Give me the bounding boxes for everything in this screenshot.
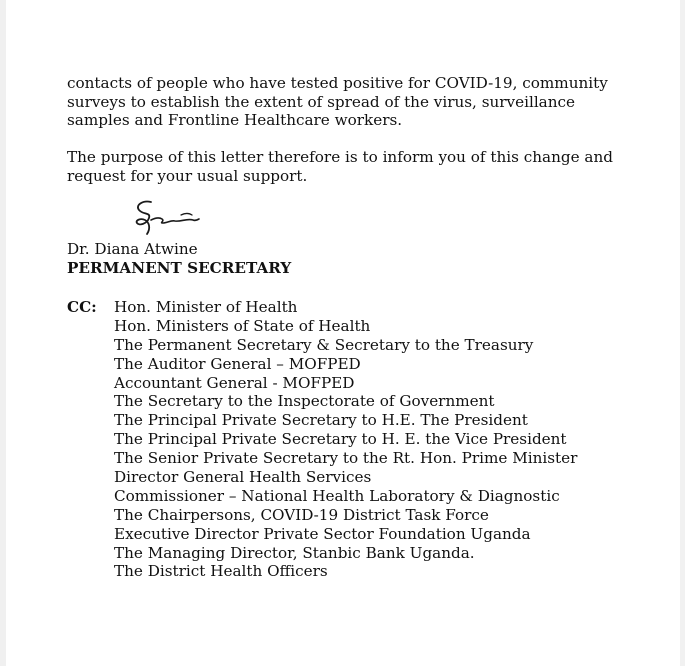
cc-recipient: The Managing Director, Stanbic Bank Uganda.: [114, 543, 475, 562]
signer-name: Dr. Diana Atwine: [67, 240, 198, 258]
handwritten-signature: [129, 196, 209, 240]
cc-recipient: The District Health Officers: [114, 562, 328, 581]
paragraph-purpose: [67, 148, 613, 185]
cc-recipient: The Senior Private Secretary to the Rt. Hon. Prime Minister: [114, 449, 578, 468]
paragraph-line: request for your usual support.: [67, 166, 308, 185]
cc-recipient: The Chairpersons, COVID-19 District Task Force: [114, 505, 489, 524]
cc-recipient: Hon. Ministers of State of Health: [114, 316, 371, 335]
cc-recipient: Accountant General - MOFPED: [114, 373, 355, 392]
cc-recipient: Director General Health Services: [114, 468, 372, 487]
cc-recipient: The Permanent Secretary & Secretary to the Treasury: [114, 335, 534, 354]
paragraph-line: The purpose of this letter therefore is to inform you of this change and: [67, 148, 613, 166]
cc-recipient: The Auditor General – MOFPED: [114, 354, 361, 373]
signer-title: PERMANENT SECRETARY: [67, 259, 292, 277]
page-edge-left: [0, 0, 6, 666]
cc-recipient-list: [114, 298, 577, 581]
cc-recipient: Commissioner – National Health Laboratory & Diagnostic: [114, 486, 560, 505]
paragraph-line: samples and Frontline Healthcare workers.: [67, 111, 403, 130]
page-edge-right: [680, 0, 685, 666]
cc-label: CC:: [67, 298, 97, 316]
cc-recipient: The Principal Private Secretary to H.E. The President: [114, 411, 528, 430]
cc-recipient: Hon. Minister of Health: [114, 298, 298, 316]
paragraph-testing-scope: [67, 74, 608, 130]
cc-recipient: The Principal Private Secretary to H. E. the Vice President: [114, 430, 567, 449]
cc-recipient: Executive Director Private Sector Foundation Uganda: [114, 524, 531, 543]
paragraph-line: contacts of people who have tested positive for COVID-19, community: [67, 74, 608, 92]
cc-recipient: The Secretary to the Inspectorate of Government: [114, 392, 495, 411]
paragraph-line: surveys to establish the extent of spread of the virus, surveillance: [67, 92, 576, 111]
